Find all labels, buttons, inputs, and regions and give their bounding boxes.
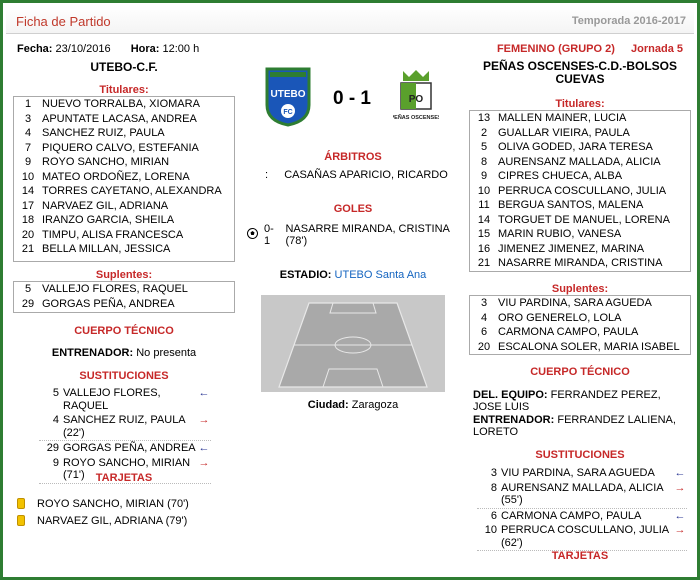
player-row[interactable] [470,184,690,199]
substitution-player: VALLEJO FLORES, RAQUEL [63,387,161,412]
away-delegate [473,389,685,413]
player-number: 21 [21,243,35,255]
player-row[interactable] [470,111,690,126]
away-crest[interactable] [393,67,439,127]
player-row[interactable] [470,140,690,155]
player-number: 10 [21,170,35,183]
player-name: GORGAS PEÑA, ANDREA [42,297,175,310]
player-number: 16 [477,242,491,255]
arrow-left-icon: ← [198,442,210,454]
card-row [17,512,232,529]
player-number: 3 [480,297,488,309]
player-name: CIPRES CHUECA, ALBA [498,170,623,182]
arrow-left-icon: ← [198,387,210,399]
home-coach [13,347,235,359]
home-coach-label: ENTRENADOR: [51,347,134,359]
player-number: 2 [480,126,488,139]
substitution-player: ROYO SANCHO, MIRIAN (71') [63,456,191,481]
away-starters-list [469,110,691,272]
home-subs-list [13,281,235,313]
player-name: VALLEJO FLORES, RAQUEL [42,283,188,295]
arrow-left-icon: ← [674,509,686,522]
referee-separator: : [265,169,269,181]
player-name: CARMONA CAMPO, PAULA [498,326,639,338]
time-value: 12:00 h [162,43,200,55]
substitution-player: AURENSANZ MALLADA, ALICIA (55') [501,481,663,506]
player-row[interactable] [470,213,690,228]
home-team-name[interactable]: UTEBO-C.F. [90,60,158,74]
player-number: 14 [21,185,35,197]
player-name: MATEO ORDOÑEZ, LORENA [42,170,190,183]
away-starters-title: Titulares: [555,98,605,110]
player-name: JIMENEZ JIMENEZ, MARINA [498,242,645,255]
home-changes-title: SUSTITUCIONES [79,370,169,382]
away-subs-title: Suplentes: [551,283,609,295]
player-number: 20 [21,228,35,241]
date-value: 23/10/2016 [55,43,111,55]
player-name: BERGUA SANTOS, MALENA [498,199,644,211]
away-changes-list [477,466,687,551]
city-value: Zaragoza [351,399,399,411]
player-name: VIU PARDINA, SARA AGUEDA [498,297,652,309]
away-coach-value: FERRANDEZ LALIENA, LORETO [473,414,676,438]
home-subs-title: Suplentes: [95,269,153,281]
player-row[interactable] [470,126,690,141]
referees-title: ÁRBITROS [324,151,382,163]
player-number: 9 [480,170,488,182]
svg-text:FC: FC [283,109,293,116]
player-row[interactable] [470,155,690,170]
player-name: TORRES CAYETANO, ALEXANDRA [42,185,222,197]
svg-text:PO: PO [408,94,424,105]
player-name: TORGUET DE MANUEL, LORENA [498,213,670,226]
substitution-row[interactable] [477,481,687,509]
home-changes-list [39,386,211,484]
score: 0 - 1 [332,88,372,109]
player-number: 5 [24,283,32,295]
player-row[interactable] [14,141,234,156]
card-row [17,495,232,512]
home-crest[interactable] [265,67,311,127]
competition-info [497,43,683,55]
goals-title: GOLES [333,203,373,215]
player-name: NASARRE MIRANDA, CRISTINA [498,257,663,269]
home-starters-title: Titulares: [99,84,149,96]
player-row[interactable] [14,155,234,170]
player-name: APUNTATE LACASA, ANDREA [42,112,197,125]
home-cards-list [17,495,232,529]
player-number: 7 [24,141,32,154]
city-row [239,399,467,411]
substitution-number: 29 [46,442,59,454]
substitution-number: 4 [52,414,59,426]
player-name: NUEVO TORRALBA, XIOMARA [42,98,200,110]
utebo-shield-icon [265,67,311,127]
player-row[interactable] [470,325,690,340]
player-row[interactable] [14,282,234,297]
arrow-right-icon: → [198,414,210,426]
goal-row [247,223,469,247]
player-row[interactable] [14,97,234,112]
away-changes-title: SUSTITUCIONES [535,449,625,461]
player-row[interactable] [14,228,234,243]
home-coach-value: No presenta [136,347,197,359]
player-name: IRANZO GARCIA, SHEILA [42,214,175,226]
home-cards-title: TARJETAS [95,472,153,484]
player-row[interactable] [470,311,690,326]
referee-row [265,169,465,181]
substitution-row[interactable] [477,509,687,524]
player-number: 14 [477,213,491,226]
player-row[interactable] [14,112,234,127]
penas-shield-icon [393,67,439,127]
away-cards-title: TARJETAS [551,550,609,562]
player-name: MALLEN MAINER, LUCIA [498,112,627,124]
player-name: ESCALONA SOLER, MARIA ISABEL [498,340,680,353]
soccer-ball-icon [247,228,258,242]
card-player: NARVAEZ GIL, ADRIANA (79') [37,514,188,527]
substitution-player: SANCHEZ RUIZ, PAULA (22') [63,414,186,439]
player-number: 21 [477,257,491,269]
player-number: 10 [477,184,491,197]
player-number: 6 [480,326,488,338]
player-name: ORO GENERELO, LOLA [498,311,622,324]
player-number: 3 [24,112,32,125]
player-number: 17 [21,199,35,212]
city-label: Ciudad: [307,399,349,411]
substitution-player: GORGAS PEÑA, ANDREA [63,442,196,454]
yellow-card-icon [17,498,25,509]
home-starters-list [13,96,235,262]
away-delegate-value: FERRANDEZ PEREZ, JOSE LUIS [473,389,661,413]
goal-scorer: NASARRE MIRANDA, CRISTINA (78') [285,223,450,247]
referee-name: CASAÑAS APARICIO, RICARDO [284,169,448,181]
away-team-name[interactable]: PEÑAS OSCENSES-C.D.-BOLSOS CUEVAS [482,59,678,86]
player-number: 29 [21,297,35,310]
page-title: Ficha de Partido [16,14,111,29]
goals-list [247,223,469,247]
stadium-row [239,269,467,281]
stadium-photo [261,295,445,392]
home-staff-title: CUERPO TÉCNICO [74,325,174,337]
away-subs-list [469,295,691,355]
away-coach [473,414,685,438]
player-name: BELLA MILLAN, JESSICA [42,243,171,255]
player-number: 15 [477,228,491,240]
player-row[interactable] [470,242,690,257]
substitution-player: CARMONA CAMPO, PAULA [501,509,642,522]
arrow-right-icon: → [198,456,210,469]
substitution-number: 8 [490,481,497,494]
stadium-label: ESTADIO: [279,269,332,281]
player-name: AURENSANZ MALLADA, ALICIA [498,155,661,168]
substitution-row[interactable] [477,466,687,481]
round-label: Jornada 5 [631,43,683,55]
card-player: ROYO SANCHO, MIRIAN (70') [37,497,189,510]
player-name: GUALLAR VIEIRA, PAULA [498,126,630,139]
player-row[interactable] [470,227,690,242]
substitution-row[interactable] [39,386,211,413]
player-name: PERRUCA COSCULLANO, JULIA [498,184,667,197]
substitution-player: PERRUCA COSCULLANO, JULIA (62') [501,524,669,549]
player-row[interactable] [14,126,234,141]
title-bar [6,6,694,34]
player-name: TIMPU, ALISA FRANCESCA [42,228,184,241]
player-row[interactable] [470,256,690,271]
player-number: 18 [21,214,35,226]
player-row[interactable] [470,296,690,311]
player-name: SANCHEZ RUIZ, PAULA [42,127,165,139]
player-number: 1 [24,98,32,110]
player-name: PIQUERO CALVO, ESTEFANIA [42,141,199,154]
player-name: ROYO SANCHO, MIRIAN [42,156,170,168]
player-row[interactable] [14,199,234,214]
substitution-row[interactable] [39,441,211,456]
player-name: MARIN RUBIO, VANESA [498,228,622,240]
season-label: Temporada 2016-2017 [571,15,686,27]
home-crest-text: UTEBO [270,89,306,100]
player-number: 11 [478,199,490,211]
stadium-link[interactable]: UTEBO Santa Ana [334,269,427,281]
player-row[interactable] [470,198,690,213]
player-number: 13 [477,112,491,124]
player-number: 9 [24,156,32,168]
player-row[interactable] [470,340,690,355]
substitution-number: 6 [490,509,497,522]
category-label: FEMENINO (GRUPO 2) [496,43,615,55]
substitution-number: 3 [490,467,497,479]
player-row[interactable] [470,169,690,184]
substitution-number: 5 [52,387,59,399]
player-number: 4 [24,127,32,139]
match-datetime [17,43,199,55]
arrow-right-icon: → [674,481,686,494]
player-number: 4 [480,311,488,324]
player-name: OLIVA GODED, JARA TERESA [498,141,653,153]
yellow-card-icon [17,515,25,526]
arrow-right-icon: → [674,524,686,536]
player-number: 8 [480,155,488,168]
away-staff-title: CUERPO TÉCNICO [530,366,630,378]
away-coach-label: ENTRENADOR: [473,414,555,426]
player-row[interactable] [14,213,234,228]
player-row[interactable] [14,184,234,199]
player-number: 20 [477,340,491,353]
substitution-number: 9 [52,456,59,469]
player-row[interactable] [14,170,234,185]
player-name: NARVAEZ GIL, ADRIANA [42,199,169,212]
substitution-row[interactable] [39,413,211,441]
away-delegate-label: DEL. EQUIPO: [473,389,548,401]
date-label: Fecha: [17,43,53,55]
time-label: Hora: [130,43,160,55]
player-number: 5 [480,141,488,153]
substitution-player: VIU PARDINA, SARA AGUEDA [501,467,655,479]
goal-score: 0-1 [264,223,274,247]
player-row[interactable] [14,242,234,257]
field-image-icon [261,295,445,392]
substitution-number: 10 [484,524,497,536]
player-row[interactable] [14,297,234,312]
arrow-left-icon: ← [674,467,686,479]
substitution-row[interactable] [477,523,687,551]
away-crest-text: PEÑAS OSCENSES [393,115,439,121]
